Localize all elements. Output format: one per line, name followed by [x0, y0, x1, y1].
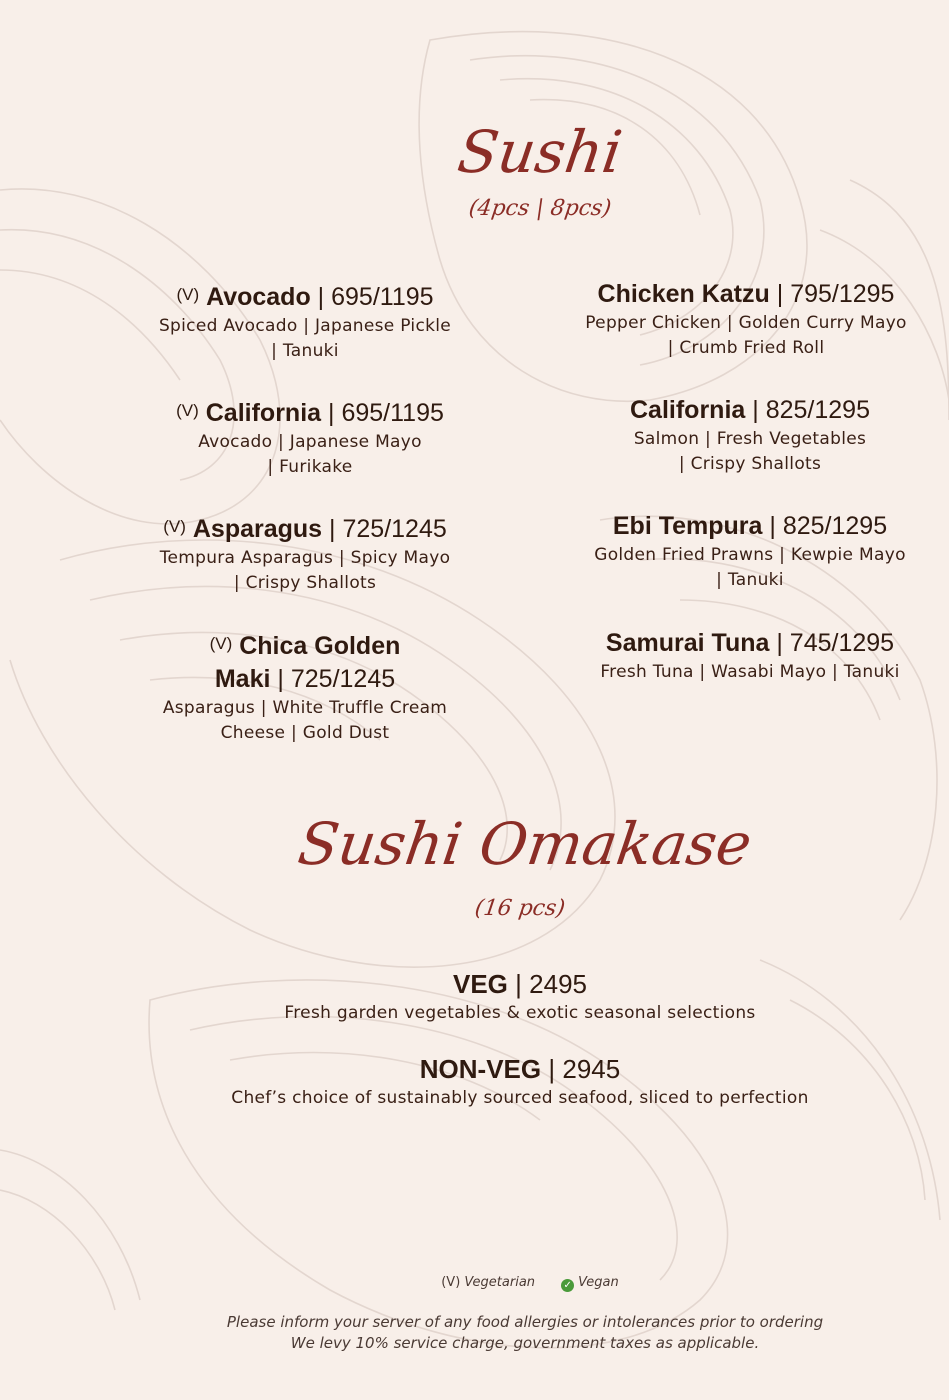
omakase-section-title: Sushi Omakase: [294, 810, 756, 878]
vegetarian-tag: (V): [163, 517, 186, 536]
separator: |: [776, 629, 783, 657]
menu-item-asparagus: [140, 510, 470, 596]
item-description: | Furikake: [267, 457, 353, 477]
item-name: NON-VEG: [419, 1054, 542, 1084]
sushi-portion-subtitle: (4pcs | 8pcs): [467, 196, 613, 221]
item-price: 825/1295: [765, 396, 870, 424]
menu-item-samurai-tuna: [580, 627, 920, 685]
item-description: Tempura Asparagus | Spicy Mayo: [159, 548, 451, 568]
item-price: 2945: [562, 1054, 621, 1084]
item-name: Avocado: [206, 283, 311, 311]
item-name: Chicken Katzu: [597, 280, 770, 308]
item-name: California: [630, 396, 746, 424]
omakase-item-veg: [140, 967, 900, 1025]
menu-item-ebi-tempura: [580, 510, 920, 593]
item-description: | Crumb Fried Roll: [667, 338, 825, 358]
vegetarian-label: Vegetarian: [464, 1275, 536, 1290]
item-description: | Crispy Shallots: [233, 573, 377, 593]
item-name: Asparagus: [192, 515, 323, 543]
item-description: Salmon | Fresh Vegetables: [633, 429, 867, 449]
item-description: Cheese | Gold Dust: [220, 723, 390, 743]
item-description: Golden Fried Prawns | Kewpie Mayo: [594, 545, 906, 565]
separator: |: [515, 969, 522, 999]
item-name: California: [205, 399, 322, 427]
item-description: Avocado | Japanese Mayo: [198, 432, 422, 452]
item-description: Asparagus | White Truffle Cream: [162, 698, 448, 718]
item-name-continued: Maki: [214, 665, 271, 693]
footer-notice: [140, 1312, 910, 1354]
item-description: Pepper Chicken | Golden Curry Mayo: [585, 313, 907, 333]
separator: |: [548, 1054, 556, 1084]
separator: |: [277, 665, 284, 693]
item-price: 695/1195: [331, 283, 434, 311]
separator: |: [329, 515, 336, 543]
item-description: | Crispy Shallots: [678, 454, 822, 474]
item-description: Spiced Avocado | Japanese Pickle: [158, 316, 452, 336]
item-name: Samurai Tuna: [605, 629, 770, 657]
separator: |: [317, 283, 325, 311]
vegetarian-tag: (V): [176, 285, 200, 304]
menu-item-california-salmon: [580, 394, 920, 477]
item-description: Fresh garden vegetables & exotic seasonal selections: [284, 1003, 756, 1023]
item-price: 825/1295: [782, 512, 888, 540]
check-circle-icon: ✓: [561, 1279, 574, 1292]
item-description: Fresh Tuna | Wasabi Mayo | Tanuki: [600, 662, 900, 682]
item-name: VEG: [453, 969, 508, 999]
item-price: 725/1245: [342, 515, 447, 543]
vegetarian-tag: (V): [209, 634, 233, 653]
separator: |: [752, 396, 759, 424]
item-price: 695/1195: [341, 399, 444, 427]
service-charge-notice: We levy 10% service charge, government taxes as applicable.: [290, 1334, 760, 1352]
menu-item-chicken-katzu: [576, 278, 916, 361]
item-price: 795/1295: [790, 280, 895, 308]
allergy-notice: Please inform your server of any food allergies or intolerances prior to ordering: [226, 1313, 824, 1331]
separator: |: [776, 280, 784, 308]
item-price: 745/1295: [789, 629, 895, 657]
item-name: Ebi Tempura: [612, 512, 763, 540]
item-price: 725/1245: [290, 665, 396, 693]
separator: |: [328, 399, 335, 427]
vegetarian-tag: (V): [176, 401, 199, 420]
item-description: | Tanuki: [716, 570, 784, 590]
vegan-label: Vegan: [578, 1275, 619, 1290]
item-name: Chica Golden: [239, 632, 401, 660]
menu-item-chica-golden-maki: [140, 627, 470, 746]
item-price: 2495: [529, 969, 587, 999]
menu-item-avocado: [140, 278, 470, 364]
item-description: | Tanuki: [271, 341, 339, 361]
dietary-legend: [380, 1275, 680, 1292]
item-description: Chef’s choice of sustainably sourced seafood, sliced to perfection: [231, 1088, 809, 1108]
omakase-portion-subtitle: (16 pcs): [473, 896, 567, 921]
vegetarian-mark: (V): [441, 1275, 461, 1290]
sushi-section-title: Sushi: [453, 118, 627, 186]
separator: |: [769, 512, 776, 540]
menu-item-california-veg: [145, 394, 475, 480]
omakase-item-non-veg: [140, 1052, 900, 1110]
